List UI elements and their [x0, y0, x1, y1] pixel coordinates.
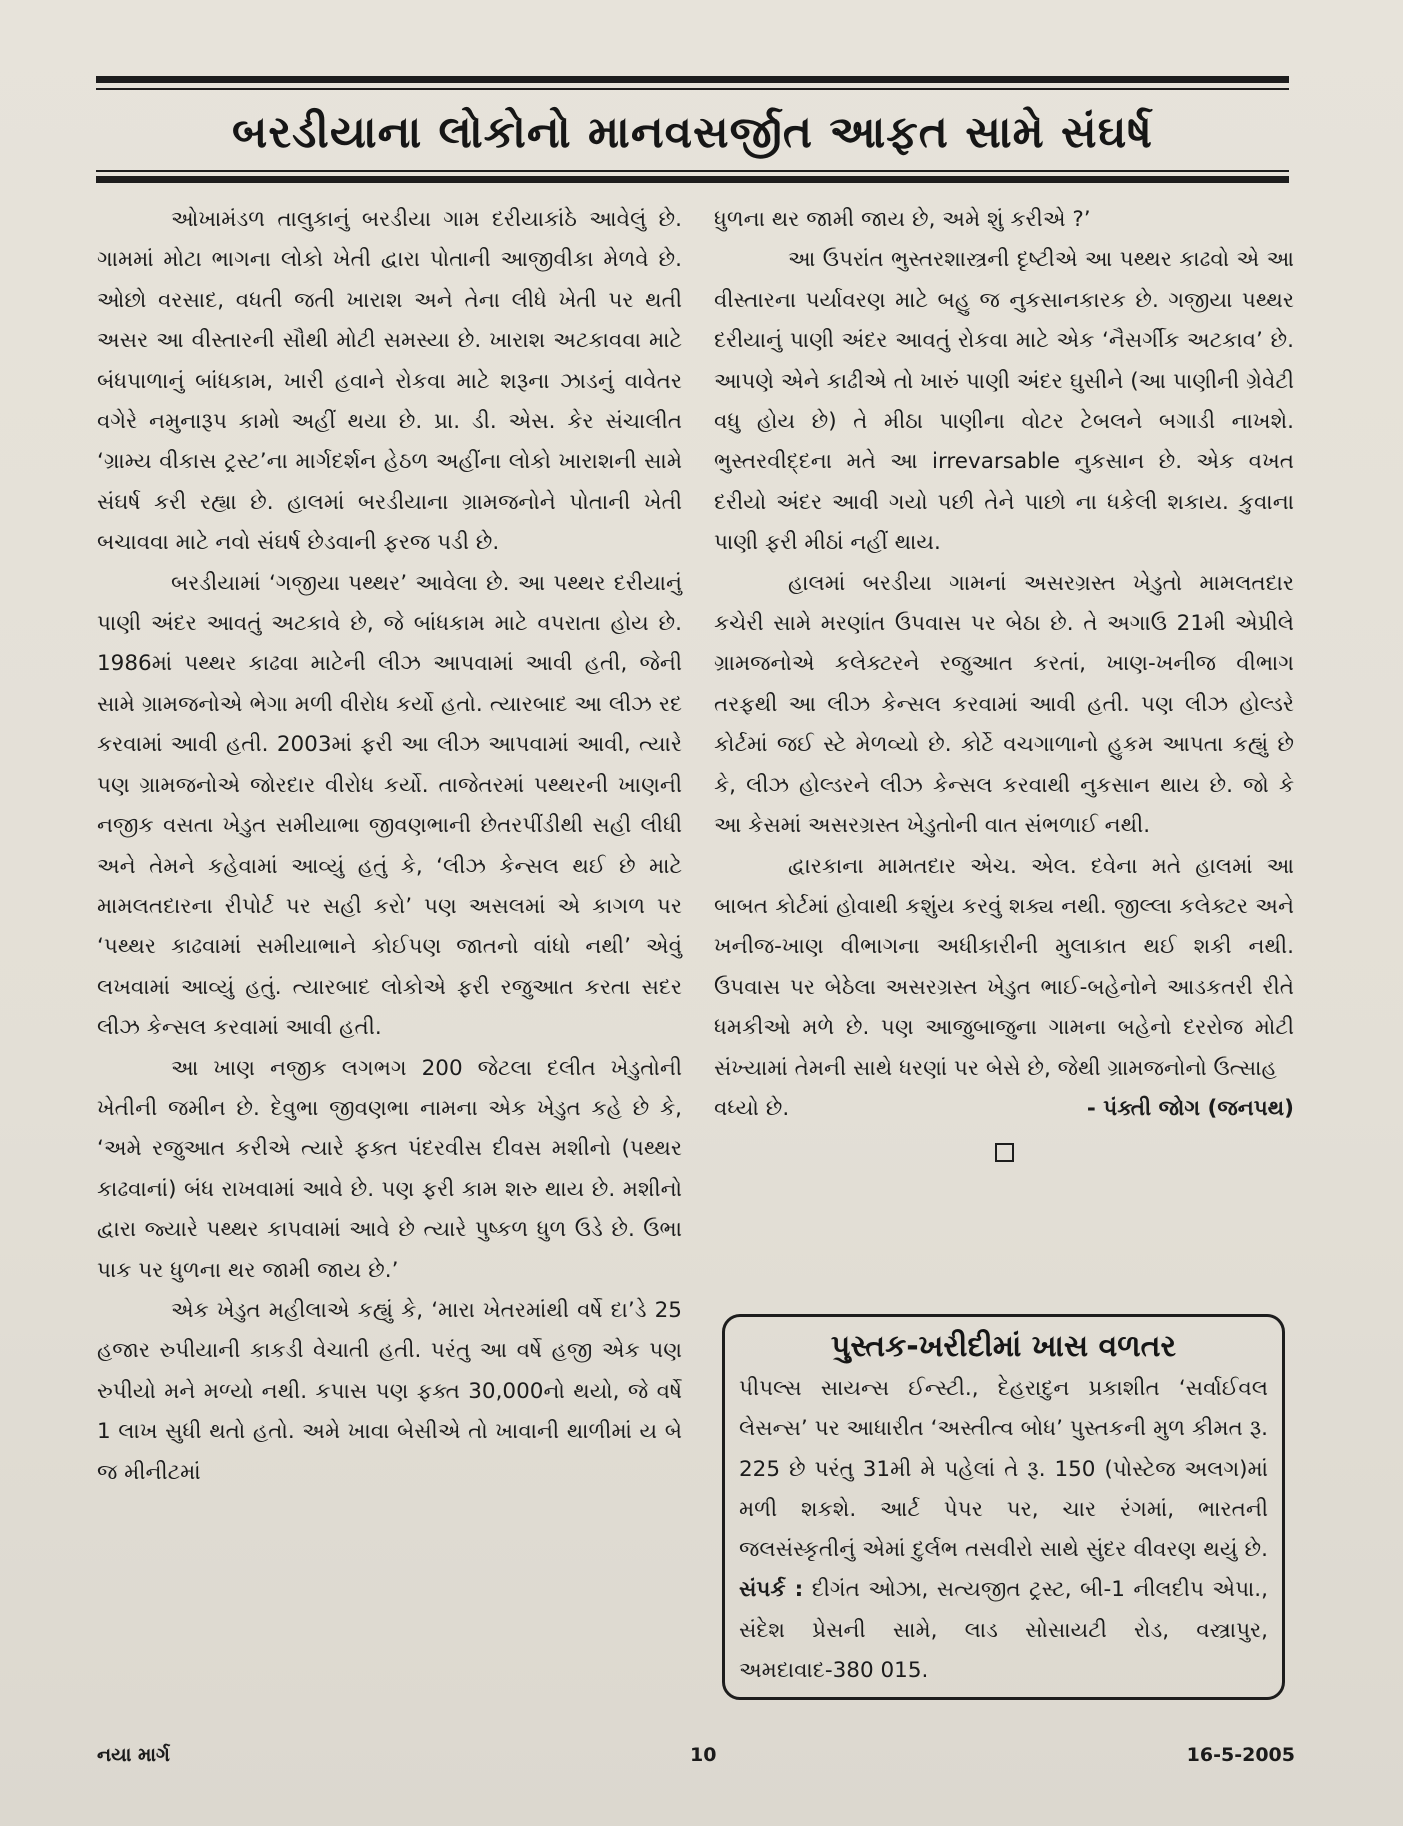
article-signature: - પંક્તી જોગ (જનપથ) [1086, 1095, 1294, 1121]
contact-text: દીગંત ઓઝા, સત્યજીત ટ્રસ્ટ, બી-1 નીલદીપ એપા., સંદેશ પ્રેસની સામે, લાડ સોસાયટી રોડ, વસ્ત્રાપુર, અમદાવાદ-380 015. [739, 1577, 1268, 1684]
signature-line [714, 1089, 1294, 1129]
headline-rule-thin [96, 170, 1289, 172]
left-paragraph-2: બરડીયામાં ‘ગજીયા પથ્થર’ આવેલા છે. આ પથ્થર દરીયાનું પાણી અંદર આવતું અટકાવે છે, જે બાંધકામ માટે વપરાતા હોય છે. 1986માં પથ્થર કાઢવા માટેની લીઝ આપવામાં આવી હતી, જેની સામે ગ્રામજનોએ ભેગા મળી વીરોધ કર્યો હતો. ત્યારબાદ આ લીઝ રદ કરવામાં આવી હતી. 2003માં ફરી આ લીઝ આપવામાં આવી, ત્યારે પણ ગ્રામજનોએ જોરદાર વીરોધ કર્યો. તાજેતરમાં પથ્થરની ખાણની નજીક વસતા ખેડુત સમીયાભા જીવણભાની છેતરપીંડીથી સહી લીધી અને તેમને કહેવામાં આવ્યું હતું કે, ‘લીઝ કેન્સલ થઈ છે માટે મામલતદારના રીપોર્ટ પર સહી કરો’ પણ અસલમાં એ કાગળ પર ‘પથ્થર કાઢવામાં સમીયાભાને કોઈપણ જાતનો વાંધો નથી’ એવું લખવામાં આવ્યું હતું. ત્યારબાદ લોકોએ ફરી રજુઆત કરતા સદર લીઝ કેન્સલ કરવામાં આવી હતી. [97, 570, 682, 1041]
contact-label: સંપર્ક : [739, 1577, 804, 1603]
headline-rule [96, 176, 1289, 183]
book-offer-title: પુસ્તક-ખરીદીમાં ખાસ વળતર [830, 1329, 1177, 1364]
top-rule [96, 76, 1289, 83]
top-rule-thin [96, 88, 1289, 90]
page-number: 10 [690, 1744, 717, 1766]
right-paragraph-3: દ્વારકાના મામતદાર એચ. એલ. દવેના મતે હાલમાં આ બાબત કોર્ટમાં હોવાથી કશુંય કરવું શક્ય નથી. જીલ્લા કલેક્ટર અને ખનીજ-ખાણ વીભાગના અધીકારીની મુલાકાત થઈ શકી નથી. ઉપવાસ પર બેઠેલા અસરગ્રસ્ત ખેડુત ભાઈ-બહેનોને આડકતરી રીતે ધમકીઓ મળે છે. પણ આજુબાજુના ગામના બહેનો દરરોજ મોટી સંખ્યામાં તેમની સાથે ધરણાં પર બેસે છે, જેથી ગ્રામજનોનો ઉત્સાહ [714, 853, 1294, 1081]
article-headline: બરડીયાના લોકોનો માનવસર્જીત આફત સામે સંઘર્ષ [232, 106, 1153, 158]
right-column [714, 200, 1294, 1162]
left-column [97, 200, 682, 1493]
left-paragraph-1: ઓખામંડળ તાલુકાનું બરડીયા ગામ દરીયાકાંઠે આવેલું છે. ગામમાં મોટા ભાગના લોકો ખેતી દ્વારા પોતાની આજીવીકા મેળવે છે. ઓછો વરસાદ, વધતી જતી ખારાશ અને તેના લીધે ખેતી પર થતી અસર આ વીસ્તારની સૌથી મોટી સમસ્યા છે. ખારાશ અટકાવવા માટે બંધપાળાનું બાંધકામ, ખારી હવાને રોકવા માટે શરૂના ઝાડનું વાવેતર વગેરે નમુનારૂપ કામો અહીં થયા છે. પ્રા. ડી. એસ. કેર સંચાલીત ‘ગ્રામ્ય વીકાસ ટ્રસ્ટ’ના માર્ગદર્શન હેઠળ અહીંના લોકો ખારાશની સામે સંઘર્ષ કરી રહ્યા છે. હાલમાં બરડીયાના ગ્રામજનોને પોતાની ખેતી બચાવવા માટે નવો સંઘર્ષ છેડવાની ફરજ પડી છે. [97, 207, 682, 556]
publication-name: નયા માર્ગ [97, 1744, 170, 1766]
end-of-article-mark [995, 1143, 1014, 1162]
issue-date: 16-5-2005 [1186, 1744, 1295, 1766]
right-paragraph-2: હાલમાં બરડીયા ગામનાં અસરગ્રસ્ત ખેડુતો મામલતદાર કચેરી સામે મરણાંત ઉપવાસ પર બેઠા છે. તે અગાઉ 21મી એપ્રીલે ગ્રામજનોએ કલેક્ટરને રજુઆત કરતાં, ખાણ-ખનીજ વીભાગ તરફથી આ લીઝ કેન્સલ કરવામાં આવી હતી. પણ લીઝ હોલ્ડરે કોર્ટમાં જઈ સ્ટે મેળવ્યો છે. કોર્ટે વચગાળાનો હુકમ આપતા કહ્યું છે કે, લીઝ હોલ્ડરને લીઝ કેન્સલ કરવાથી નુકસાન થાય છે. જો કે આ કેસમાં અસરગ્રસ્ત ખેડુતોની વાત સંભળાઈ નથી. [714, 570, 1294, 839]
right-paragraph-1: આ ઉપરાંત ભુસ્તરશાસ્ત્રની દૃષ્ટીએ આ પથ્થર કાઢવો એ આ વીસ્તારના પર્યાવરણ માટે બહુ જ નુકસાનકારક છે. ગજીયા પથ્થર દરીયાનું પાણી અંદર આવતું રોકવા માટે એક ‘નૈસર્ગીક અટકાવ’ છે. આપણે એને કાઢીએ તો ખારું પાણી અંદર ઘુસીને (આ પાણીની ગ્રેવેટી વધુ હોય છે) તે મીઠા પાણીના વોટર ટેબલને બગાડી નાખશે. ભુસ્તરવીદ્દના મતે આ irrevarsable નુકસાન છે. એક વખત દરીયો અંદર આવી ગયો પછી તેને પાછો ના ધકેલી શકાય. કુવાના પાણી ફરી મીઠાં નહીં થાય. [714, 247, 1294, 556]
left-paragraph-3: આ ખાણ નજીક લગભગ 200 જેટલા દલીત ખેડુતોની ખેતીની જમીન છે. દેવુભા જીવણભા નામના એક ખેડુત કહે છે કે, ‘અમે રજુઆત કરીએ ત્યારે ફક્ત પંદરવીસ દીવસ મશીનો (પથ્થર કાઢવાનાં) બંધ રાખવામાં આવે છે. પણ ફરી કામ શરુ થાય છે. મશીનો દ્વારા જ્યારે પથ્થર કાપવામાં આવે છે ત્યારે પુષ્કળ ધુળ ઉડે છે. ઉભા પાક પર ધુળના થર જામી જાય છે.’ [97, 1055, 682, 1283]
right-continuation: ધુળના થર જામી જાય છે, અમે શું કરીએ ?’ [714, 207, 1091, 232]
left-paragraph-4: એક ખેડુત મહીલાએ કહ્યું કે, ‘મારા ખેતરમાંથી વર્ષે દા’ડે 25 હજાર રુપીયાની કાકડી વેચાતી હતી. પરંતુ આ વર્ષે હજી એક પણ રુપીયો મને મળ્યો નથી. કપાસ પણ ફક્ત 30,000નો થયો, જે વર્ષે 1 લાખ સુધી થતો હતો. અમે ખાવા બેસીએ તો ખાવાની થાળીમાં ય બે જ મીનીટમાં [97, 1297, 682, 1485]
last-line: વધ્યો છે. [714, 1095, 790, 1121]
book-offer-description: પીપલ્સ સાયન્સ ઈન્સ્ટી., દેહરાદુન પ્રકાશીત ‘સર્વાઈવલ લેસન્સ’ પર આધારીત ‘અસ્તીત્વ બોધ’ પુસ્તકની મુળ કીમત રૂ. 225 છે પરંતુ 31મી મે પહેલાં તે રૂ. 150 (પોસ્ટેજ અલગ)માં મળી શકશે. આર્ટ પેપર પર, ચાર રંગમાં, ભારતની જલસંસ્કૃતીનું એમાં દુર્લભ તસવીરો સાથે સુંદર વીવરણ થયું છે. [739, 1376, 1268, 1563]
book-offer-box [722, 1314, 1285, 1700]
book-offer-text [739, 1369, 1268, 1691]
